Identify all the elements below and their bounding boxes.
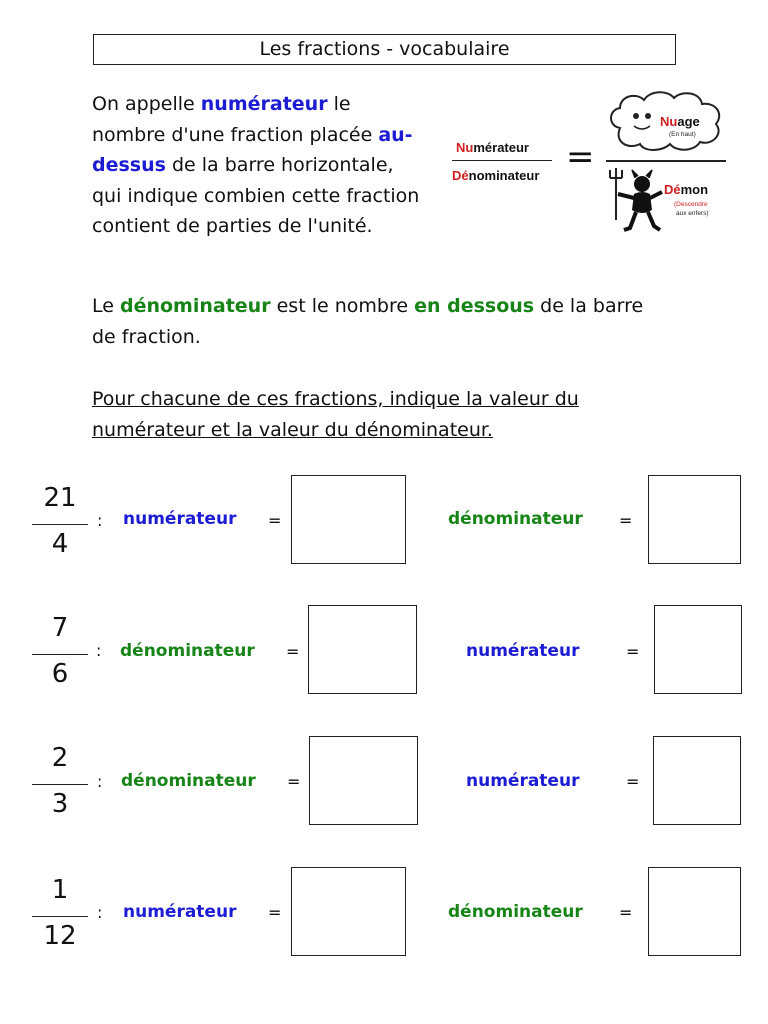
equals-sign: = bbox=[287, 772, 301, 791]
keyword-en-dessous: en dessous bbox=[414, 295, 535, 317]
text: de la barre horizontale, qui indique combien cette fraction contient de parties de l'unité. bbox=[92, 154, 420, 237]
illus-demon bbox=[664, 182, 708, 197]
illus-descendre: (Descendre bbox=[674, 201, 708, 208]
equals-sign: = bbox=[286, 642, 300, 661]
label-numerateur: numérateur bbox=[466, 641, 580, 661]
page-title: Les fractions - vocabulaire bbox=[93, 34, 676, 65]
equals-sign: = bbox=[626, 772, 640, 791]
illus-nuage bbox=[660, 114, 700, 129]
text: le nombre d'une fraction placée bbox=[92, 93, 379, 146]
illus-rest: mon bbox=[680, 182, 709, 197]
illus-en-haut: (En haut) bbox=[669, 131, 696, 138]
equals-sign: = bbox=[619, 511, 633, 530]
text: de la barre de fraction. bbox=[92, 295, 644, 348]
illus-red: Nu bbox=[660, 114, 678, 129]
text: Le bbox=[92, 295, 120, 317]
colon: : bbox=[97, 511, 103, 530]
label-numerateur: numérateur bbox=[123, 509, 237, 529]
fraction-numerator: 1 bbox=[51, 875, 69, 905]
illus-rest: age bbox=[677, 114, 700, 129]
illus-aux-enfers: aux enfers) bbox=[676, 210, 709, 217]
label-denominateur: dénominateur bbox=[448, 509, 583, 529]
illus-big-bar bbox=[606, 160, 726, 162]
answer-box-denominateur[interactable] bbox=[648, 867, 741, 956]
illus-rest: nominateur bbox=[468, 168, 540, 183]
text: On appelle bbox=[92, 93, 201, 115]
fraction-bar bbox=[32, 524, 88, 525]
exercise-row bbox=[0, 867, 768, 957]
keyword-denominateur: dénominateur bbox=[119, 295, 271, 317]
demon-icon bbox=[608, 164, 668, 236]
illus-denominateur bbox=[452, 168, 539, 183]
fraction-denominator: 4 bbox=[51, 529, 69, 559]
text: est le nombre bbox=[270, 295, 415, 317]
label-denominateur: dénominateur bbox=[121, 771, 256, 791]
fraction-bar bbox=[32, 784, 88, 785]
fraction-bar bbox=[32, 654, 88, 655]
colon: : bbox=[97, 903, 103, 922]
answer-box-numerateur[interactable] bbox=[291, 475, 406, 564]
fraction-denominator: 12 bbox=[43, 921, 77, 951]
illus-numerateur bbox=[456, 140, 529, 155]
fraction-numerator: 7 bbox=[51, 613, 69, 643]
exercise-row bbox=[0, 605, 768, 695]
illus-fraction-bar bbox=[452, 160, 552, 161]
exercise-row bbox=[0, 736, 768, 826]
definition-denominateur bbox=[92, 291, 652, 352]
fraction-numerator: 2 bbox=[51, 743, 69, 773]
instruction: Pour chacune de ces fractions, indique la valeur du numérateur et la valeur du dénominateur. bbox=[92, 388, 579, 441]
mnemonic-illustration bbox=[438, 88, 728, 238]
answer-box-numerateur[interactable] bbox=[654, 605, 742, 694]
colon: : bbox=[96, 641, 102, 660]
label-numerateur: numérateur bbox=[466, 771, 580, 791]
equals-sign: = bbox=[268, 903, 282, 922]
illus-equals: = bbox=[566, 137, 595, 177]
equals-sign: = bbox=[626, 642, 640, 661]
answer-box-denominateur[interactable] bbox=[648, 475, 741, 564]
illus-red: Dé bbox=[452, 168, 469, 183]
fraction-numerator: 21 bbox=[43, 483, 77, 513]
label-denominateur: dénominateur bbox=[448, 902, 583, 922]
illus-red: Nu bbox=[456, 140, 474, 155]
equals-sign: = bbox=[619, 903, 633, 922]
label-numerateur: numérateur bbox=[123, 902, 237, 922]
exercise-row bbox=[0, 475, 768, 565]
illus-red: Dé bbox=[664, 182, 681, 197]
answer-box-denominateur[interactable] bbox=[309, 736, 418, 825]
label-denominateur: dénominateur bbox=[120, 641, 255, 661]
fraction-bar bbox=[32, 916, 88, 917]
answer-box-numerateur[interactable] bbox=[653, 736, 741, 825]
keyword-au-dessus: au-dessus bbox=[92, 123, 413, 176]
definition-numerateur bbox=[92, 89, 427, 242]
answer-box-denominateur[interactable] bbox=[308, 605, 417, 694]
colon: : bbox=[97, 772, 103, 791]
fraction-denominator: 6 bbox=[51, 659, 69, 689]
answer-box-numerateur[interactable] bbox=[291, 867, 406, 956]
equals-sign: = bbox=[268, 511, 282, 530]
keyword-numerateur: numérateur bbox=[200, 93, 328, 115]
fraction-denominator: 3 bbox=[51, 789, 69, 819]
illus-rest: mérateur bbox=[473, 140, 529, 155]
